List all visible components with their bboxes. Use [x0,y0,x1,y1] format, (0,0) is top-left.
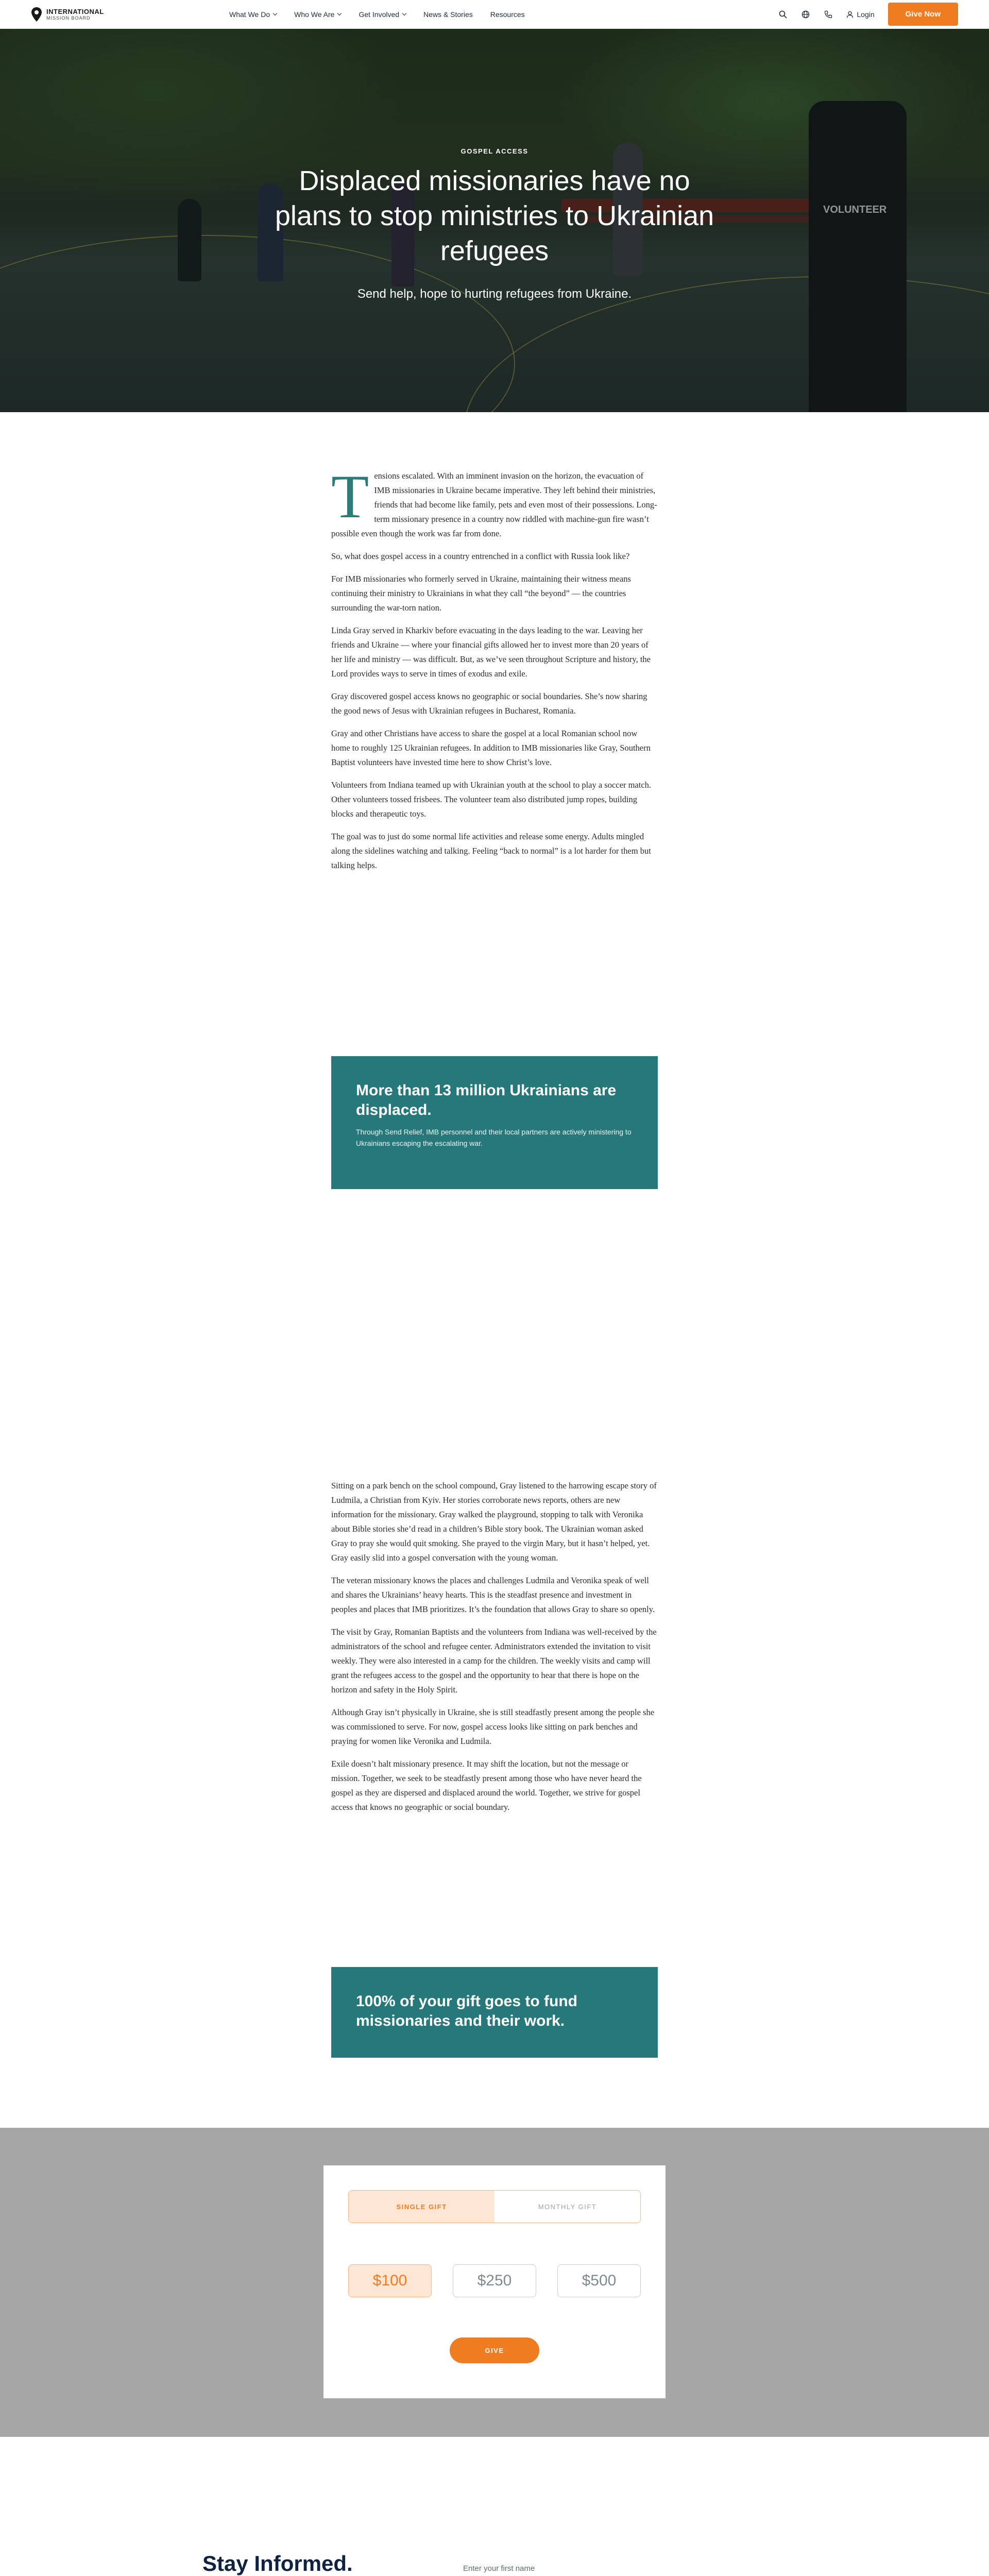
article-paragraph: For IMB missionaries who formerly served in Ukraine, maintaining their witness means continuing their ministry to Ukrainians in what they call “the beyond” — the countries surrounding the war-torn nation. [331,574,631,613]
hero-subtitle: Send help, hope to hurting refugees from Ukraine. [357,287,632,301]
chevron-down-icon [402,11,406,15]
hero-content [0,147,989,301]
gift-frequency-toggle [348,2190,641,2223]
main-menu [229,10,525,19]
callout-displaced [331,1056,658,1189]
logo-line-2: MISSION BOARD [46,15,91,21]
callout-title: More than 13 million Ukrainians are displaced. [356,1082,617,1118]
amount-option[interactable]: $100 [348,2264,432,2297]
article-paragraph: Although Gray isn’t physically in Ukraine, she is still steadfastly present among the people she was commissioned to serve. For now, gospel access looks like sitting on park benches and praying for women like Veronika and Ludmila. [331,1707,655,1746]
login-label: Login [857,10,875,19]
amount-option[interactable]: $250 [453,2264,536,2297]
article-paragraph [331,462,658,541]
article-paragraph: So, what does gospel access in a country entrenched in a conflict with Russia look like? [331,551,630,561]
menu-label: What We Do [229,10,270,19]
user-icon [846,11,854,18]
newsletter-title [202,2550,353,2576]
menu-label: News & Stories [423,10,473,19]
nav-utilities [778,3,958,26]
paragraph-text: ensions escalated. With an imminent invasion on the horizon, the evacuation of IMB missionaries in Ukraine became imperative. They left behind their ministries, friends that had become like family, pets and even most of their possessions. Long-term missionary presence in a country now riddled with machine-gun fire wasn’t possible even though the work was far from done. [331,471,657,538]
callout-gift-percent [331,1967,658,2058]
drop-cap: T [331,462,369,531]
menu-what-we-do[interactable] [229,10,277,19]
top-navigation [0,0,989,29]
article-paragraph: Linda Gray served in Kharkiv before evacuating in the days leading to the war. Leaving her friends and Ukraine — where your financial gifts allowed her to invest more than 20 years of her life and ministry — was difficult. But, as we’ve seen throughout Scripture and history, the Lord provides ways to serve in times of exodus and exile. [331,625,651,679]
article-paragraph: Gray discovered gospel access knows no geographic or social boundaries. She’s now sharing the good news of Jesus with Ukrainian refugees in Bucharest, Romania. [331,691,647,716]
search-icon[interactable] [778,10,788,19]
imb-logo[interactable] [31,7,227,22]
menu-label: Who We Are [294,10,335,19]
article-paragraph: Gray and other Christians have access to share the gospel at a local Romanian school now home to roughly 125 Ukrainian refugees. In addition to IMB missionaries like Gray, Southern Baptist volunteers have invested time here to show Christ’s love. [331,728,651,767]
login-link[interactable] [846,10,874,19]
page-title: Displaced missionaries have no plans to stop ministries to Ukrainian refugees [275,165,714,266]
single-gift-tab[interactable]: SINGLE GIFT [349,2191,494,2223]
first-name-field[interactable] [455,2556,786,2576]
monthly-gift-tab[interactable]: MONTHLY GIFT [538,2202,597,2211]
give-now-button[interactable]: Give Now [888,3,958,26]
menu-label: Resources [490,10,525,19]
hero-banner [0,29,989,412]
menu-who-we-are[interactable] [294,10,341,19]
article-paragraph: The visit by Gray, Romanian Baptists and the volunteers from Indiana was well-received by the administrators of the school and refugee center. Administrators extended the invitation to visit weekly. They were also interested in a camp for the children. The weekly visits and camp will grant the refugees access to the gospel and the opportunity to hear that there is hope on the horizon and safety in the Holy Spirit. [331,1627,657,1694]
article-paragraph: Sitting on a park bench on the school compound, Gray listened to the harrowing escape story of Ludmila, a Christian from Kyiv. Her stories corroborate news reports, others are new information for the missionary. Gray walked the playground, stopping to talk with Veronika about Bible stories she’d read in a children’s Bible story book. The Ukrainian woman asked Gray to pray she would quit smoking. She prayed to the virgin Mary, but it hasn’t helped, yet. Gray easily slid into a gospel conversation with the young woman. [331,1481,657,1563]
article-paragraph: The veteran missionary knows the places and challenges Ludmila and Veronika speak of well and shares the Ukrainians’ heavy hearts. This is the steadfast presence and investment in peoples and places that IMB prioritizes. It’s the foundation that allows Gray to share so openly. [331,1575,655,1614]
give-submit-button[interactable]: GIVE [450,2337,539,2363]
volunteer-shirt-text: VOLUNTEER [823,204,887,215]
article-body-part-1 [331,462,658,881]
article-body-part-2 [331,1479,658,1823]
menu-get-involved[interactable] [359,10,406,19]
article-paragraph: The goal was to just do some normal life activities and release some energy. Adults mingled along the sidelines watching and talking. Feeling “back to normal” is a lot harder for them but talking helps. [331,832,651,870]
logo-line-1: INTERNATIONAL [46,7,104,15]
gift-amount-options [348,2264,641,2297]
giving-card [323,2165,666,2398]
callout-title: 100% of your gift goes to fund missionaries and their work. [356,1993,578,2029]
logo-text [46,8,104,21]
amount-option[interactable]: $500 [557,2264,641,2297]
chevron-down-icon [337,11,342,15]
hero-kicker: GOSPEL ACCESS [461,147,528,155]
menu-resources[interactable] [490,10,525,19]
menu-label: Get Involved [359,10,400,19]
logo-pin-icon [31,7,42,22]
giving-section [0,2128,989,2437]
newsletter-title-line-1: Stay Informed. [202,2551,353,2575]
chevron-down-icon [273,11,277,15]
menu-news-stories[interactable] [423,10,473,19]
article-paragraph: Volunteers from Indiana teamed up with Ukrainian youth at the school to play a soccer match. Other volunteers tossed frisbees. The volunteer team also distributed jump ropes, building blocks and therapeutic toys. [331,780,652,819]
phone-icon[interactable] [824,10,833,19]
article-paragraph: Exile doesn’t halt missionary presence. It may shift the location, but not the message or mission. Together, we seek to be steadfastly present among those who have never heard the gospel as they are dispersed and displaced around the world. Together, we strive for gospel access that knows no geographic or social boundary. [331,1759,642,1812]
globe-icon[interactable] [801,10,810,19]
callout-text: Through Send Relief, IMB personnel and their local partners are actively ministering to Ukrainians escaping the escalating war. [356,1128,632,1147]
